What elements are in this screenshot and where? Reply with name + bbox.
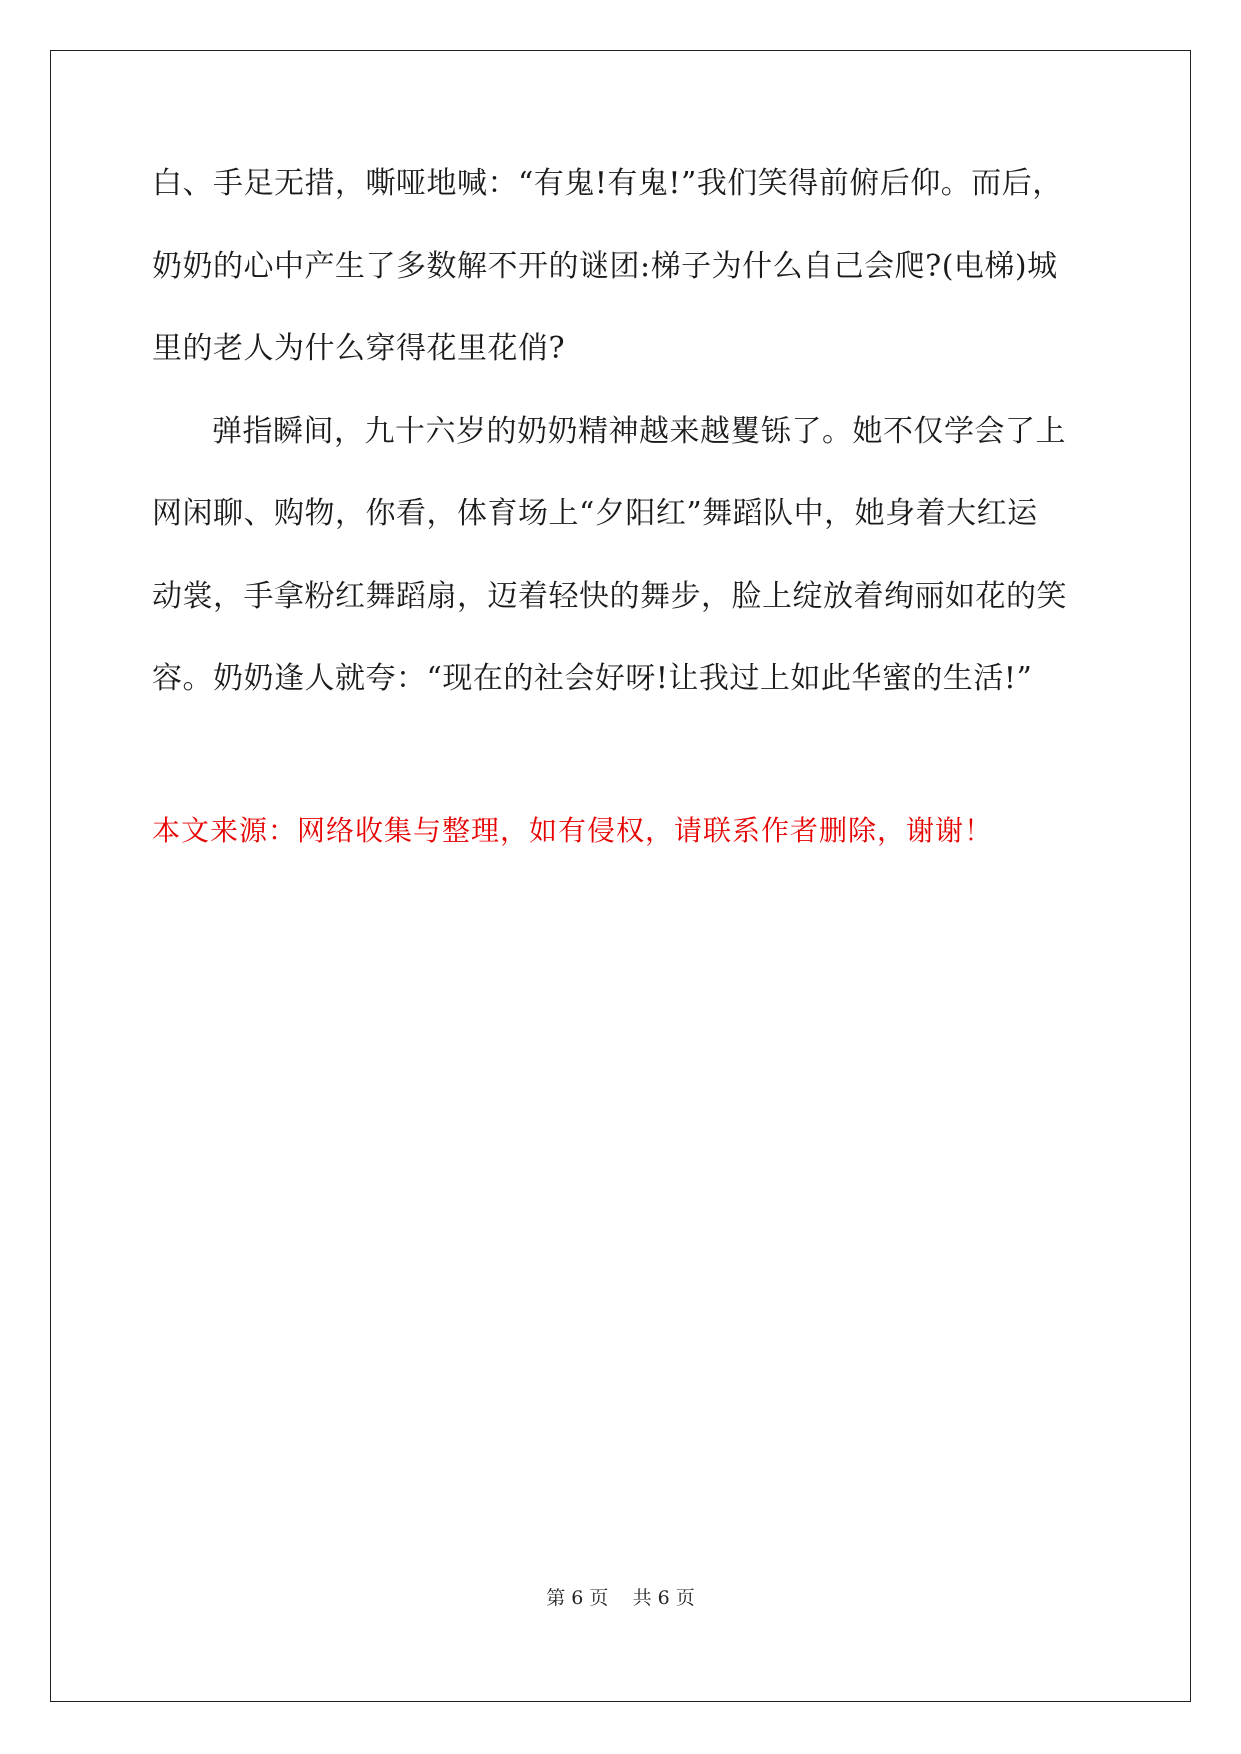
body-line: 白、手足无措，嘶哑地喊：“有鬼!有鬼!”我们笑得前俯后仰。而后， (152, 166, 1063, 201)
body-line: 奶奶的心中产生了多数解不开的谜团:梯子为什么自己会爬?(电梯)城 (152, 248, 1058, 284)
body-line: 容。奶奶逢人就夸：“现在的社会好呀!让我过上如此华蜜的生活!” (152, 661, 1033, 696)
body-text (152, 164, 1092, 699)
paragraph-first-line: 弹指瞬间，九十六岁的奶奶精神越来越矍铄了。她不仅学会了上 (212, 413, 1066, 449)
body-line: 网闲聊、购物，你看，体育场上“夕阳红”舞蹈队中，她身着大红运 (152, 496, 1038, 531)
source-note: 本文来源：网络收集与整理，如有侵权，请联系作者删除，谢谢！ (152, 814, 994, 847)
body-line: 动裳，手拿粉红舞蹈扇，迈着轻快的舞步，脸上绽放着绚丽如花的笑 (152, 578, 1067, 614)
body-line: 里的老人为什么穿得花里花俏? (152, 331, 566, 366)
page-number-footer: 第 6 页 共 6 页 (546, 1587, 695, 1609)
